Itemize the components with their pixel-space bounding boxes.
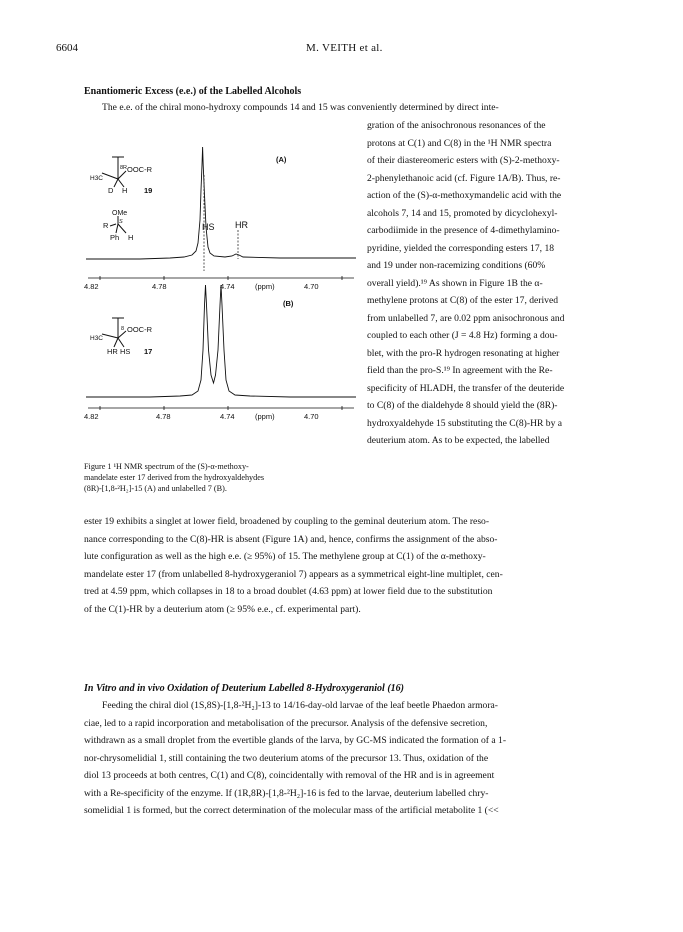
hydrogen-label: H: [128, 233, 134, 242]
section-heading-oxidation: In Vitro and in vivo Oxidation of Deuterium Labelled 8-Hydroxygeraniol (16): [84, 683, 404, 694]
body-line: diol 13 proceeds at both centres, C(1) and C(8), coincidentally with removal of the HR and is in agreement: [84, 770, 495, 781]
hs-label: HS: [120, 347, 131, 356]
peak-label-hr: HR: [235, 220, 248, 230]
stereo-descriptor: 8R: [120, 165, 128, 171]
ome-label: OMe: [112, 210, 128, 217]
column-line: coupled to each other (J = 4.8 Hz) forming a dou-: [367, 330, 558, 341]
methyl-label: H3C: [90, 175, 104, 182]
body-line: mandelate ester 17 (from unlabelled 8-hydroxygeraniol 7) appears as a symmetrical eight-line multiplet, cen-: [84, 568, 503, 580]
body-line: ester 19 exhibits a singlet at lower field, broadened by coupling to the geminal deuterium atom. The reso-: [84, 516, 490, 527]
column-line: deuterium atom. As to be expected, the labelled: [367, 435, 550, 446]
column-line: carbodiimide in the presence of 4-dimethylamino-: [367, 225, 560, 236]
column-line: pyridine, yielded the corresponding esters 17, 18: [367, 242, 555, 254]
column-line: alcohols 7, 14 and 15, promoted by dicyclohexyl-: [367, 207, 558, 219]
carbon-number: 8: [121, 326, 125, 332]
structure-17: [102, 318, 126, 347]
body-line: nor-chrysomelidial 1, still containing the two deuterium atoms of the precursor 13. Thus, oxidation of the: [84, 752, 489, 764]
ester-group: OOC-R: [127, 165, 152, 174]
hydrogen-label: H: [122, 186, 128, 195]
panel-a-label: (A): [276, 155, 287, 164]
figure-caption: [84, 461, 264, 494]
ester-group: OOC-R: [127, 325, 152, 334]
body-line: nance corresponding to the C(8)-HR is absent (Figure 1A) and, hence, confirms the assignment of the abso-: [84, 533, 498, 545]
axis-b-tick: 4.82: [84, 412, 99, 421]
body-line: ciae, led to a rapid incorporation and metabolisation of the precursor. Analysis of the defensive secretion,: [84, 717, 488, 729]
column-line: of their diastereomeric esters with (S)-2-methoxy-: [367, 155, 560, 166]
panel-b-label: (B): [283, 299, 294, 308]
running-title: M. VEITH et al.: [306, 42, 383, 54]
continuation-text: [84, 513, 503, 618]
body-line: tred at 4.59 ppm, which collapses in 18 to a broad doublet (4.63 ppm) at lower field due to the substitution: [84, 586, 493, 597]
axis-a: [88, 276, 354, 280]
axis-a-tick: 4.78: [152, 282, 167, 291]
section2-text: [84, 697, 506, 820]
body-line: lute configuration as well as the high e.e. (≥ 95%) of 15. The methylene group at C(1) of the α-methoxy-: [84, 551, 486, 562]
body-line: somelidial 1 is formed, but the correct determination of the molecular mass of the artificial metabolite 1 (<<: [84, 805, 499, 816]
right-column-text: [367, 117, 564, 450]
body-line: with a Re-specificity of the enzyme. If (1R,8R)-[1,8-²H₂]-16 is fed to the larvae, deuterium labelled chry-: [84, 787, 489, 799]
page-number: 6604: [56, 42, 78, 54]
axis-b-tick: 4.70: [304, 412, 319, 421]
structure-19: [102, 157, 126, 187]
compound-number: 17: [144, 347, 153, 356]
column-line: and 19 under non-racemizing conditions (60%: [367, 260, 546, 271]
axis-a-unit: (ppm): [255, 282, 275, 291]
spectrum-a-trace: [86, 147, 356, 259]
body-line: withdrawn as a small droplet from the evertible glands of the larva, by GC-MS indicated the formation of a 1-: [84, 735, 507, 746]
column-line: overall yield).¹⁹ As shown in Figure 1B the α-: [367, 277, 543, 289]
column-line: action of the (S)-α-methoxymandelic acid with the: [367, 190, 562, 201]
methyl-label: H3C: [90, 335, 104, 342]
intro-line: The e.e. of the chiral mono-hydroxy compounds 14 and 15 was conveniently determined by direct inte-: [102, 102, 499, 113]
column-line: protons at C(1) and C(8) in the ¹H NMR spectra: [367, 137, 552, 149]
column-line: hydroxyaldehyde 15 substituting the C(8)-HR by a: [367, 417, 563, 429]
axis-b-tick: 4.74: [220, 412, 235, 421]
hr-label: HR: [107, 347, 118, 356]
deuterium-label: D: [108, 186, 114, 195]
axis-a-tick: 4.82: [84, 282, 99, 291]
axis-b-tick: 4.78: [156, 412, 171, 421]
s-descriptor: S: [119, 219, 123, 225]
nmr-figure: [80, 135, 362, 465]
column-line: blet, with the pro-R hydrogen resonating at higher: [367, 347, 560, 359]
column-line: field than the pro-S.¹⁹ In agreement with the Re-: [367, 365, 553, 376]
spectrum-b-trace: [86, 285, 356, 397]
column-line: to C(8) of the dialdehyde 8 should yield the (8R)-: [367, 400, 558, 411]
column-line: 2-phenylethanoic acid (cf. Figure 1A/B). Thus, re-: [367, 172, 561, 184]
phenyl-label: Ph: [110, 233, 120, 242]
column-line: methylene protons at C(8) of the ester 17, derived: [367, 295, 559, 306]
column-line: from unlabelled 7, are 0.02 ppm anisochronous and: [367, 312, 565, 324]
column-line: gration of the anisochronous resonances of the: [367, 120, 546, 131]
axis-b-unit: (ppm): [255, 412, 275, 421]
axis-a-tick: 4.70: [304, 282, 319, 291]
column-line: specificity of HLADH, the transfer of the deuteride: [367, 382, 565, 394]
caption-line: Figure 1 ¹H NMR spectrum of the (S)-α-methoxy-: [84, 462, 249, 471]
compound-number: 19: [144, 186, 153, 195]
caption-line: (8R)-[1,8-²H₂]-15 (A) and unlabelled 7 (B).: [84, 484, 227, 493]
r-label: R: [103, 221, 109, 230]
body-line: of the C(1)-HR by a deuterium atom (≥ 95% e.e., cf. experimental part).: [84, 603, 361, 615]
axis-b: [88, 406, 354, 410]
axis-a-tick: 4.74: [220, 282, 235, 291]
structure-mandelate: [110, 216, 126, 233]
section-heading-ee: Enantiomeric Excess (e.e.) of the Labelled Alcohols: [84, 86, 302, 97]
peak-label-hs: HS: [202, 222, 215, 232]
body-line: Feeding the chiral diol (1S,8S)-[1,8-²H₂]-13 to 14/16-day-old larvae of the leaf beetle Phaedon armora-: [102, 700, 498, 711]
caption-line: mandelate ester 17 derived from the hydroxyaldehydes: [84, 473, 265, 482]
